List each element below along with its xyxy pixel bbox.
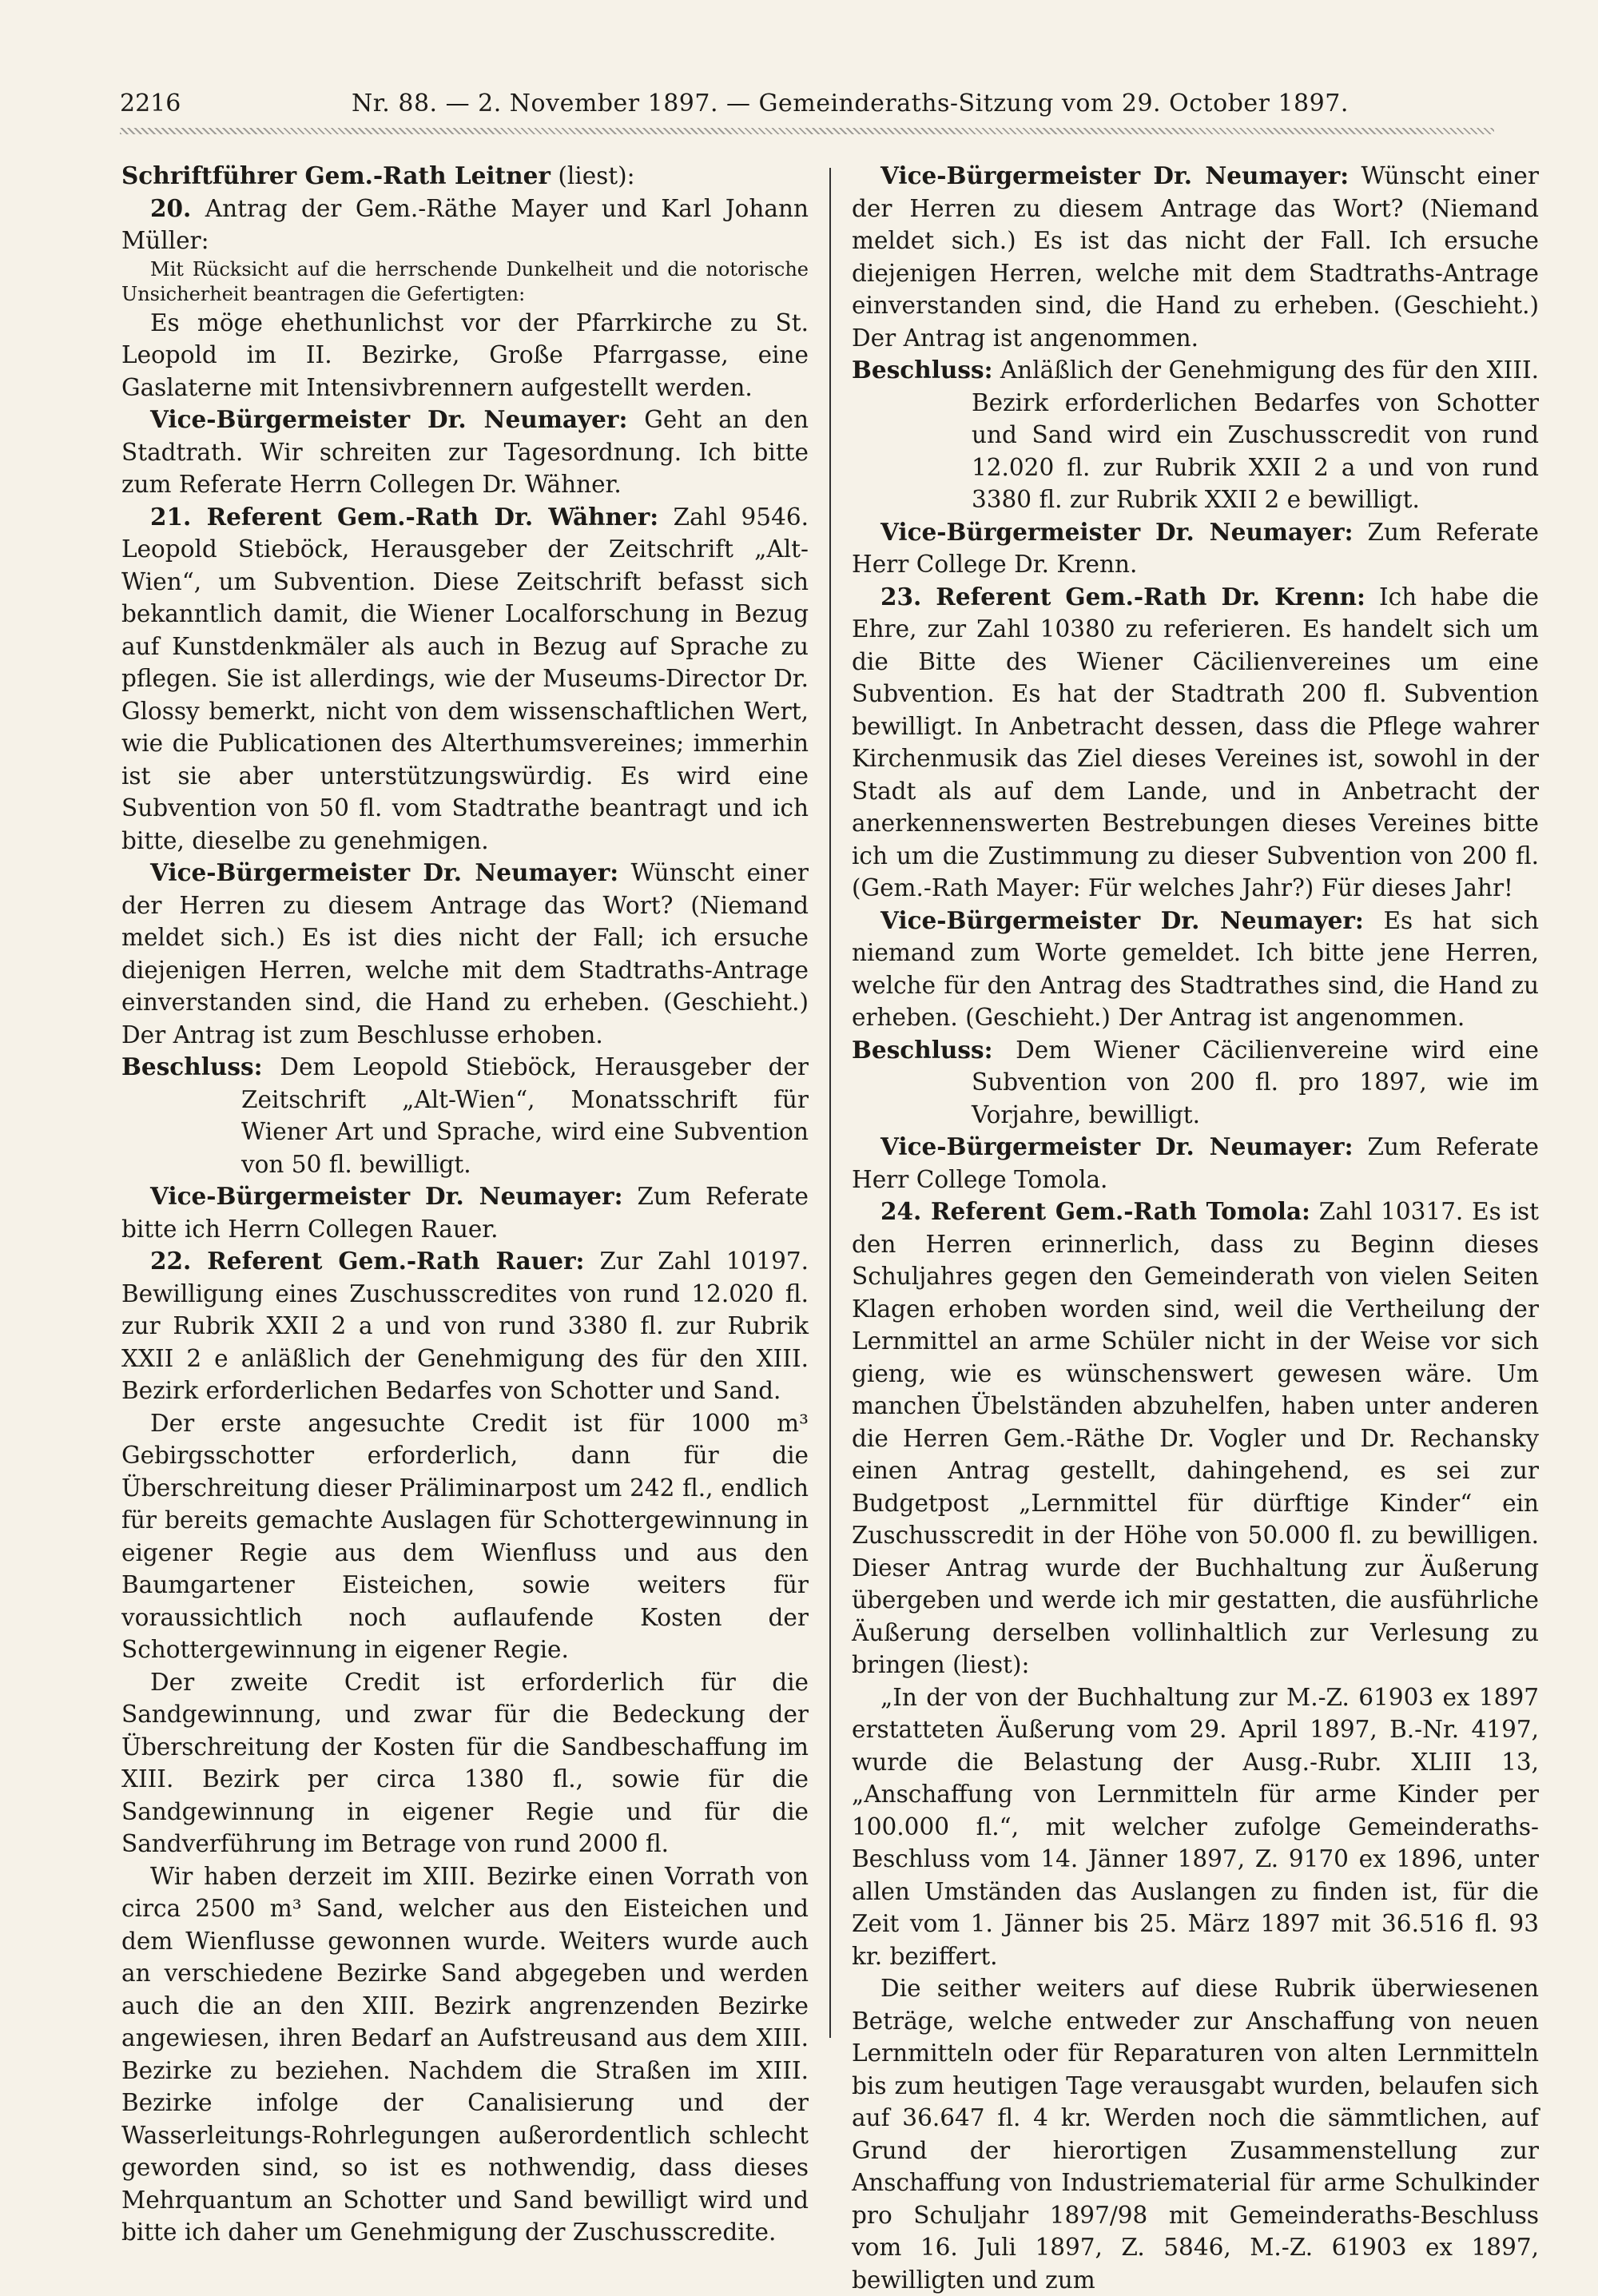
speaker-label: Vice-Bürgermeister Dr. Neumayer: [880, 517, 1354, 546]
left-paragraph [121, 160, 809, 193]
page-number: 2216 [120, 90, 181, 117]
speaker-label: Vice-Bürgermeister Dr. Neumayer: [880, 161, 1350, 189]
paragraph-text: Der erste angesuchte Credit ist für 1000 m³ Gebirgsschotter erforderlich, dann für die Überschreitung dieser Präliminarpost um 242 fl., endlich für bereits gemachte Auslagen für Schottergewinnung in eigener Regie aus dem Wienfluss und aus den Baumgartener Eisteichen, sowie weiters für voraussichtlich noch auflaufende Kosten der Schottergewinnung in eigener Regie. [121, 1409, 809, 1663]
paragraph-text: Dem Wiener Cäcilienvereine wird eine Subvention von 200 fl. pro 1897, wie im Vorjahre, bewilligt. [972, 1036, 1539, 1128]
paragraph-text: Es hat sich niemand zum Worte gemeldet. Ich bitte jene Herren, welche für den Antrag des Stadtrathes sind, die Hand zu erheben. (Geschieht.) Der Antrag ist angenommen. [852, 906, 1539, 1031]
paragraph-text: Zahl 9546. Leopold Stieböck, Herausgeber der Zeitschrift „Alt-Wien“, um Subvention. Diese Zeitschrift befasst sich bekanntlich damit, die Wiener Localforschung in Bezug auf Kunstdenkmäler als auch in Bezug auf Sprache zu pflegen. Sie ist allerdings, wie der Museums-Director Dr. Glossy bemerkt, nicht von dem wissenschaftlichen Wert, wie die Publicationen des Alterthumsvereines; immerhin ist sie aber unterstützungswürdig. Es wird eine Subvention von 50 fl. vom Stadtrathe beantragt und ich bitte, dieselbe zu genehmigen. [121, 503, 809, 854]
paragraph-text: Ich habe die Ehre, zur Zahl 10380 zu referieren. Es handelt sich um die Bitte des Wiener Cäcilienvereines um eine Subvention. Es hat der Stadtrath 200 fl. Subvention bewilligt. In Anbetracht dessen, dass die Pflege wahrer Kirchenmusik das Ziel dieses Vereines ist, sowohl in der Stadt als auf dem Lande, und in Anbetracht der anerkennenswerten Bestrebungen dieses Vereines bitte ich um die Zustimmung zu dieser Subvention von 200 fl. (Gem.-Rath Mayer: Für welches Jahr?) Für dieses Jahr! [852, 583, 1539, 901]
speaker-label: 22. Referent Gem.-Rath Rauer: [150, 1247, 585, 1275]
speaker-label: Vice-Bürgermeister Dr. Neumayer: [880, 905, 1364, 934]
paragraph-text: Antrag der Gem.-Räthe Mayer und Karl Johann Müller: [121, 194, 809, 254]
left-paragraph [121, 193, 809, 257]
paragraph-text: Der zweite Credit ist erforderlich für die Sandgewinnung, und zwar für die Bedeckung der Überschreitung der Kosten für die Sandbeschaffung im XIII. Bezirk per circa 1380 fl., sowie für die Sandgewinnung in eigener Regie und für die Sandverführung im Betrage von rund 2000 fl. [121, 1668, 809, 1857]
header-rule [120, 128, 1494, 134]
paragraph-text: Es möge ehethunlichst vor der Pfarrkirche zu St. Leopold im II. Bezirke, Große Pfarrgasse, eine Gaslaterne mit Intensivbrennern aufgestellt werden. [121, 308, 809, 401]
left-paragraph [121, 257, 809, 307]
left-paragraph [121, 1245, 809, 1407]
speaker-label: 24. Referent Gem.-Rath Tomola: [880, 1197, 1310, 1225]
left-paragraph [121, 1407, 809, 1666]
right-paragraph [852, 1196, 1539, 1681]
paragraph-text: Zum Referate bitte ich Herrn Collegen Rauer. [121, 1183, 809, 1243]
left-paragraph [121, 1051, 809, 1180]
left-paragraph [121, 404, 809, 501]
paragraph-text: Wir haben derzeit im XIII. Bezirke einen Vorrath von circa 2500 m³ Sand, welcher aus den Eisteichen und dem Wienflusse gewonnen wurde. Weiters wurde auch an verschiedene Bezirke Sand abgegeben und werden auch die an den XIII. Bezirk angrenzenden Bezirke angewiesen, ihren Bedarf an Aufstreusand aus dem XIII. Bezirke zu beziehen. Nachdem die Straßen im XIII. Bezirke infolge der Canalisierung und der Wasserleitungs-Rohrlegungen außerordentlich schlecht geworden sind, so ist es nothwendig, dass dieses Mehrquantum an Schotter und Sand bewilligt wird und bitte ich daher um Genehmigung der Zuschusscredite. [121, 1862, 809, 2246]
speaker-label: Beschluss: [121, 1052, 263, 1080]
left-paragraph [121, 1180, 809, 1245]
right-paragraph [852, 516, 1539, 581]
right-paragraph [852, 160, 1539, 354]
speaker-label: Beschluss: [852, 356, 993, 384]
left-paragraph [121, 307, 809, 404]
paragraph-text: Zum Referate Herr College Dr. Krenn. [852, 518, 1539, 578]
column-divider [829, 168, 831, 2038]
right-column [852, 160, 1539, 2296]
speaker-label: 21. Referent Gem.-Rath Dr. Wähner: [150, 502, 659, 531]
speaker-label: Schriftführer Gem.-Rath Leitner [121, 161, 551, 189]
left-paragraph [121, 501, 809, 858]
speaker-label: Vice-Bürgermeister Dr. Neumayer: [150, 405, 628, 433]
right-paragraph [852, 1681, 1539, 1973]
paragraph-text: Anläßlich der Genehmigung des für den XIII. Bezirk erforderlichen Bedarfes von Schotter und Sand wird ein Zuschusscredit von rund 12.020 fl. zur Rubrik XXII 2 a und von rund 3380 fl. zur Rubrik XXII 2 e bewilligt. [972, 356, 1539, 513]
page-header [120, 80, 1494, 128]
right-paragraph [852, 1131, 1539, 1196]
paragraph-text: Zur Zahl 10197. Bewilligung eines Zuschusscredites von rund 12.020 fl. zur Rubrik XXII 2 a und von rund 3380 fl. zur Rubrik XXII 2 e anläßlich der Genehmigung des für den XIII. Bezirk erforderlichen Bedarfes von Schotter und Sand. [121, 1247, 809, 1404]
speaker-label: Vice-Bürgermeister Dr. Neumayer: [150, 1182, 623, 1210]
paragraph-text: „In der von der Buchhaltung zur M.-Z. 61903 ex 1897 erstatteten Äußerung vom 29. April 1897, B.-Nr. 4197, wurde die Belastung der Ausg.-Rubr. XLIII 13, „Anschaffung von Lernmitteln für arme Kinder per 100.000 fl.“, mit welcher zufolge Gemeinderaths-Beschluss vom 14. Jänner 1897, Z. 9170 ex 1896, unter allen Umständen das Auslangen zu finden ist, für die Zeit vom 1. Jänner bis 25. März 1897 mit 36.516 fl. 93 kr. beziffert. [852, 1683, 1539, 1970]
paragraph-text: Geht an den Stadtrath. Wir schreiten zur Tagesordnung. Ich bitte zum Referate Herrn Collegen Dr. Wähner. [121, 406, 809, 498]
paragraph-text: Wünscht einer der Herren zu diesem Antrage das Wort? (Niemand meldet sich.) Es ist dies nicht der Fall; ich ersuche diejenigen Herren, welche mit dem Stadtraths-Antrage einverstanden sind, die Hand zu erheben. (Geschieht.) Der Antrag ist zum Beschlusse erhoben. [121, 859, 809, 1049]
right-paragraph [852, 1034, 1539, 1132]
paragraph-text: Dem Leopold Stieböck, Herausgeber der Zeitschrift „Alt-Wien“, Monatsschrift für Wiener Art und Sprache, wird eine Subvention von 50 fl. bewilligt. [241, 1053, 809, 1178]
paragraph-text: Die seither weiters auf diese Rubrik überwiesenen Beträge, welche entweder zur Anschaffung von neuen Lernmitteln oder für Reparaturen von alten Lernmitteln bis zum heutigen Tage verausgabt wurden, belaufen sich auf 36.647 fl. 4 kr. Werden noch die sämmtlichen, auf Grund der hierortigen Zusammenstellung zur Anschaffung von Industriematerial für arme Schulkinder pro Schuljahr 1897/98 mit Gemeinderaths-Beschluss vom 16. Juli 1897, Z. 5846, M.-Z. 61903 ex 1897, bewilligten und zum [852, 1975, 1539, 2294]
left-paragraph [121, 1666, 809, 1860]
speaker-label: Vice-Bürgermeister Dr. Neumayer: [150, 858, 619, 886]
paragraph-text: Zum Referate Herr College Tomola. [852, 1133, 1539, 1193]
right-paragraph [852, 581, 1539, 905]
left-column [121, 160, 809, 2249]
right-paragraph [852, 354, 1539, 516]
paragraph-text: Zahl 10317. Es ist den Herren erinnerlich, dass zu Beginn dieses Schuljahres gegen den Gemeinderath von vielen Seiten Klagen erhoben worden sind, weil die Vertheilung der Lernmittel an arme Schüler nicht in der Weise vor sich gieng, wie es wünschenswert gewesen wäre. Um manchen Übelständen abzuhelfen, haben unter anderen die Herren Gem.-Räthe Dr. Vogler und Dr. Rechansky einen Antrag gestellt, dahingehend, es sei zur Budgetpost „Lernmittel für dürftige Kinder“ ein Zuschusscredit in der Höhe von 50.000 fl. zu bewilligen. Dieser Antrag wurde der Buchhaltung zur Äußerung übergeben und werde ich mir gestatten, die ausführliche Äußerung derselben vollinhaltlich zur Verlesung zu bringen (liest): [852, 1198, 1539, 1678]
speaker-label: 20. [150, 193, 192, 222]
speaker-label: Beschluss: [852, 1035, 993, 1064]
paragraph-text: (liest): [550, 162, 635, 189]
paragraph-text: Mit Rücksicht auf die herrschende Dunkelheit und die notorische Unsicherheit beantragen die Gefertigten: [121, 257, 809, 305]
left-paragraph [121, 857, 809, 1051]
paragraph-text: Wünscht einer der Herren zu diesem Antrage das Wort? (Niemand meldet sich.) Es ist das nicht der Fall. Ich ersuche diejenigen Herren, welche mit dem Stadtraths-Antrage einverstanden sind, die Hand zu erheben. (Geschieht.) Der Antrag ist angenommen. [852, 162, 1539, 352]
speaker-label: Vice-Bürgermeister Dr. Neumayer: [880, 1132, 1354, 1160]
running-title: Nr. 88. — 2. November 1897. — Gemeinderaths-Sitzung vom 29. October 1897. [352, 90, 1349, 117]
right-paragraph [852, 1972, 1539, 2296]
speaker-label: 23. Referent Gem.-Rath Dr. Krenn: [880, 582, 1365, 611]
left-paragraph [121, 1860, 809, 2249]
right-paragraph [852, 905, 1539, 1034]
